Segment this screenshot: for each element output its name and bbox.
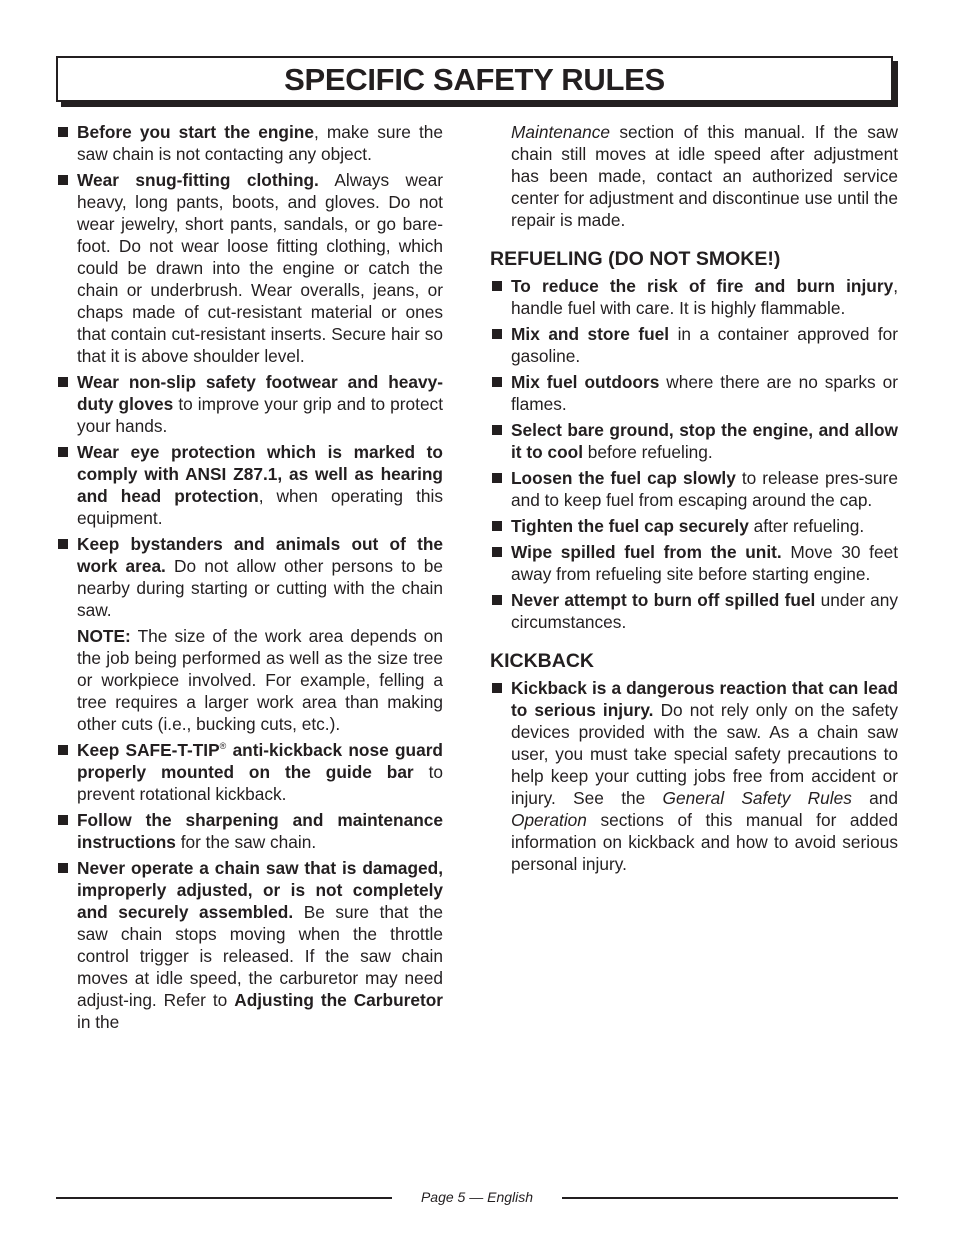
rule-text: to release pres-sure and to keep fuel from escaping around the cap. <box>511 468 898 510</box>
bullet-square-icon <box>492 377 502 387</box>
rule-item <box>56 441 443 529</box>
bullet-square-icon <box>58 745 68 755</box>
rule-item <box>490 541 898 585</box>
bullet-square-icon <box>58 127 68 137</box>
note-text: The size of the work area depends on the job being performed as well as the size tree or workpiece involved. For example, felling a tree requires a larger work area than making other cuts (i.e., bucking cuts, etc.). <box>77 626 443 734</box>
bullet-square-icon <box>492 425 502 435</box>
rule-heading: Wear eye protection which is marked to comply with ANSI Z87.1, as well as hearing and head protection <box>77 442 443 506</box>
rule-heading: Mix and store fuel <box>511 324 670 344</box>
rule-item <box>490 467 898 511</box>
rule-item <box>490 419 898 463</box>
rule-heading: Kickback is a dangerous reaction that can lead to serious injury. <box>511 678 898 720</box>
note-paragraph <box>56 625 443 735</box>
registered-mark: ® <box>219 741 227 752</box>
bullet-square-icon <box>492 683 502 693</box>
bullet-square-icon <box>492 329 502 339</box>
rule-text: section of this manual. If the saw chain still moves at idle speed after adjustment has been made, contact an authorized service center for adjustment and discontinue use until the repair is made. <box>511 122 898 230</box>
rule-heading: Keep bystanders and animals out of the work area. <box>77 534 443 576</box>
rule-text: Always wear heavy, long pants, boots, and gloves. Do not wear jewelry, short pants, sandals, or go bare-foot. Do not wear loose fitting clothing, which could be drawn into the engine or catch the chain or underbrush. Wear overalls, jeans, or chaps made of cut-resistant material or ones that contain cut-resistant inserts. Secure hair so that it is above shoulder level. <box>77 170 443 366</box>
reference-section: Operation <box>511 810 587 830</box>
rule-heading: Wipe spilled fuel from the unit. <box>511 542 782 562</box>
rule-heading: To reduce the risk of fire and burn injury <box>511 276 894 296</box>
rule-text: to improve your grip and to protect your hands. <box>77 394 443 436</box>
title-box <box>56 56 893 102</box>
bullet-square-icon <box>492 473 502 483</box>
section-heading-refueling: REFUELING (DO NOT SMOKE!) <box>490 248 781 270</box>
page-footer <box>56 1186 898 1206</box>
rule-text: , handle fuel with care. It is highly flammable. <box>511 276 898 318</box>
bullet-square-icon <box>492 547 502 557</box>
rule-text: , when operating this equipment. <box>77 486 443 528</box>
rule-text: to prevent rotational kickback. <box>77 762 443 804</box>
reference-section: Maintenance <box>511 122 610 142</box>
bullet-square-icon <box>58 863 68 873</box>
rule-heading: Never operate a chain saw that is damaged, improperly adjusted, or is not completely and securely assembled. <box>77 858 443 922</box>
footer-rule-left <box>56 1197 392 1199</box>
bullet-square-icon <box>58 175 68 185</box>
rule-item <box>56 857 443 1033</box>
rule-text: where there are no sparks or flames. <box>511 372 898 414</box>
bullet-square-icon <box>58 539 68 549</box>
right-column <box>490 121 898 879</box>
note-label: NOTE: <box>77 626 131 646</box>
rule-heading: Before you start the engine <box>77 122 314 142</box>
rule-item <box>56 533 443 621</box>
rule-item <box>56 809 443 853</box>
continued-paragraph <box>490 121 898 231</box>
rule-text: Do not allow other persons to be nearby during starting or cutting with the chain saw. <box>77 556 443 620</box>
rule-text: under any circumstances. <box>511 590 898 632</box>
bullet-square-icon <box>58 377 68 387</box>
rule-heading: Keep SAFE-T-TIP <box>77 740 220 760</box>
bullet-square-icon <box>492 595 502 605</box>
rule-heading: Never attempt to burn off spilled fuel <box>511 590 816 610</box>
rule-heading-cont: anti-kickback nose guard properly mounted on the guide bar <box>77 740 443 782</box>
left-column <box>56 121 443 1037</box>
rule-heading: Follow the sharpening and maintenance instructions <box>77 810 443 852</box>
page-number: Page 5 — English <box>420 1189 534 1205</box>
rule-text: and <box>851 788 898 808</box>
rule-item <box>56 121 443 165</box>
rule-item <box>490 275 898 319</box>
section-heading-kickback: KICKBACK <box>490 650 594 672</box>
rule-text: , make sure the saw chain is not contacting any object. <box>77 122 443 164</box>
rule-heading: Tighten the fuel cap securely <box>511 516 749 536</box>
rule-text: in a container approved for gasoline. <box>511 324 899 366</box>
bullet-square-icon <box>492 521 502 531</box>
reference-section: Adjusting the Carburetor <box>234 990 443 1010</box>
rule-item <box>56 169 443 367</box>
rule-text: in the <box>77 1012 120 1032</box>
rule-text: sections of this manual for added information on kickback and how to avoid serious personal injury. <box>511 810 898 874</box>
rule-item <box>490 515 898 537</box>
rule-text: Move 30 feet away from refueling site before starting engine. <box>511 542 898 584</box>
footer-rule-right <box>562 1197 898 1199</box>
rule-item <box>490 589 898 633</box>
rule-item <box>56 371 443 437</box>
rule-heading: Wear non-slip safety footwear and heavy-duty gloves <box>77 372 443 414</box>
reference-section: General Safety Rules <box>662 788 852 808</box>
rule-item <box>490 323 898 367</box>
rule-text: before refueling. <box>583 442 713 462</box>
rule-heading: Mix fuel outdoors <box>511 372 660 392</box>
rule-heading: Select bare ground, stop the engine, and allow it to cool <box>511 420 898 462</box>
rule-text: after refueling. <box>748 516 865 536</box>
rule-item <box>490 677 898 875</box>
rule-heading: Wear snug-fitting clothing. <box>77 170 319 190</box>
bullet-square-icon <box>492 281 502 291</box>
rule-heading: Loosen the fuel cap slowly <box>511 468 736 488</box>
bullet-square-icon <box>58 815 68 825</box>
bullet-square-icon <box>58 447 68 457</box>
rule-text: for the saw chain. <box>175 832 317 852</box>
rule-text: Do not rely only on the safety devices provided with the saw. As a chain saw user, you must take special safety precautions to help keep your cutting jobs free from accident or injury. See the <box>511 700 898 808</box>
page-title: SPECIFIC SAFETY RULES <box>284 62 665 97</box>
rule-item <box>490 371 898 415</box>
rule-text: Be sure that the saw chain stops moving when the throttle control trigger is released. If the saw chain moves at idle speed, the carburetor may need adjust-ing. Refer to <box>77 902 443 1010</box>
rule-item <box>56 739 443 805</box>
